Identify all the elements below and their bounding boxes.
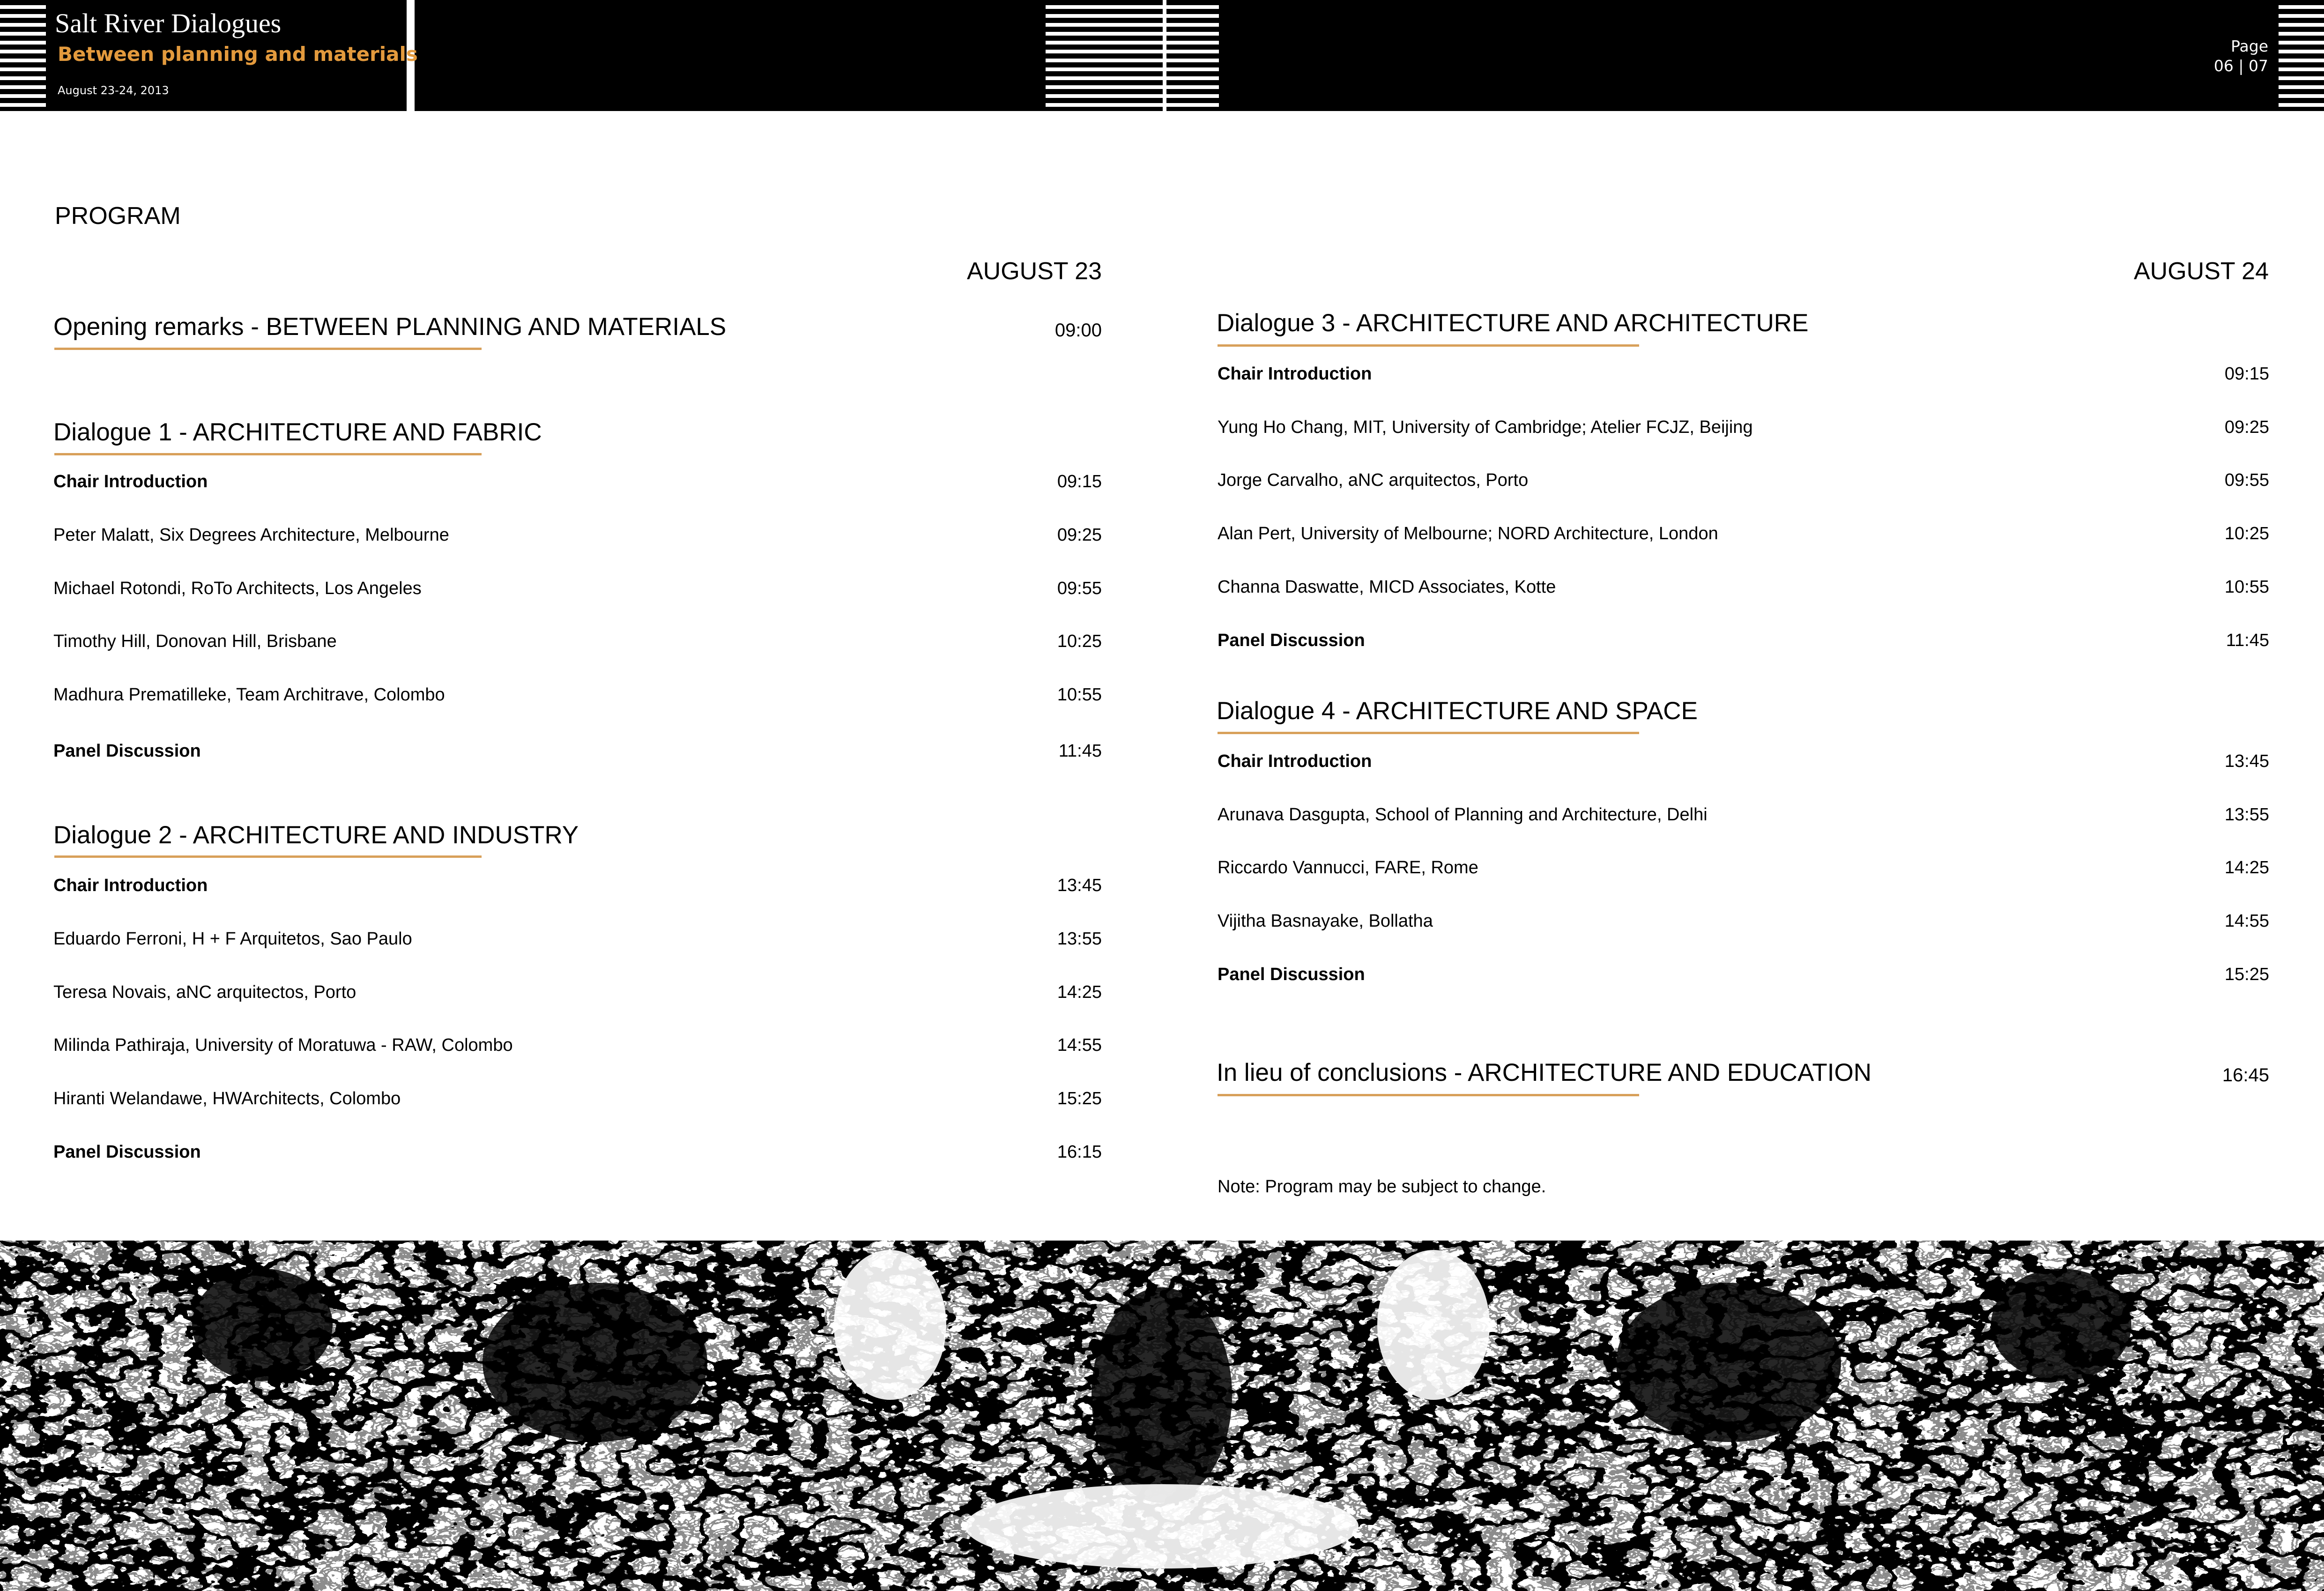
schedule-item-time: 09:15: [1057, 472, 1102, 491]
schedule-item-label: Arunava Dasgupta, School of Planning and Architecture, Delhi: [1218, 805, 1708, 825]
session-title-opening: Opening remarks - BETWEEN PLANNING AND MATERIALS: [53, 313, 727, 341]
schedule-item-time: 13:55: [2224, 805, 2269, 825]
schedule-item-label: Panel Discussion: [1218, 965, 1365, 984]
header-band: [0, 0, 2324, 111]
schedule-item-time: 09:55: [2224, 470, 2269, 490]
session-time: 09:00: [1054, 320, 1102, 341]
program-change-note: Note: Program may be subject to change.: [1218, 1177, 1546, 1197]
schedule-item-time: 09:15: [2224, 364, 2269, 384]
schedule-item-time: 13:45: [2224, 751, 2269, 771]
schedule-item-time: 15:25: [2224, 965, 2269, 984]
event-date: August 23-24, 2013: [58, 84, 169, 97]
day-heading-august-24: AUGUST 24: [2133, 258, 2269, 285]
schedule-item-time: 15:25: [1057, 1089, 1102, 1108]
schedule-item-time: 09:55: [1057, 579, 1102, 598]
schedule-item-label: Peter Malatt, Six Degrees Architecture, Melbourne: [53, 525, 449, 545]
center-divider: [1163, 0, 1166, 111]
schedule-item-label: Yung Ho Chang, MIT, University of Cambridge; Atelier FCJZ, Beijing: [1218, 417, 1753, 437]
schedule-item-label: Panel Discussion: [53, 741, 201, 761]
schedule-item-label: Riccardo Vannucci, FARE, Rome: [1218, 858, 1478, 877]
page-indicator: [2128, 37, 2268, 76]
session-underline: [1218, 732, 1639, 734]
schedule-item-time: 11:45: [1058, 741, 1102, 761]
right-stripe-decoration: [2279, 0, 2324, 111]
session-underline: [1218, 344, 1639, 347]
schedule-item-time: 14:55: [1057, 1035, 1102, 1055]
brand-subtitle: Between planning and materials: [58, 43, 418, 66]
schedule-item-time: 16:15: [1057, 1142, 1102, 1162]
abstract-ink-artwork: [0, 1241, 2324, 1591]
schedule-item-label: Chair Introduction: [53, 472, 208, 491]
schedule-item-label: Hiranti Welandawe, HWArchitects, Colombo: [53, 1089, 401, 1108]
schedule-item-label: Chair Introduction: [1218, 364, 1372, 384]
brand-title: Salt River Dialogues: [55, 8, 282, 38]
schedule-item-time: 13:55: [1057, 929, 1102, 949]
session-time: 16:45: [2222, 1065, 2269, 1085]
session-title-dialogue-2: Dialogue 2 - ARCHITECTURE AND INDUSTRY: [53, 821, 579, 849]
schedule-item-time: 10:55: [2224, 577, 2269, 597]
schedule-item-time: 13:45: [1057, 876, 1102, 895]
session-underline: [54, 348, 482, 350]
schedule-item-time: 14:25: [1057, 982, 1102, 1002]
schedule-item-label: Vijitha Basnayake, Bollatha: [1218, 911, 1433, 931]
page-number: 06 | 07: [2213, 57, 2268, 75]
schedule-item-label: Chair Introduction: [1218, 751, 1372, 771]
schedule-item-label: Madhura Prematilleke, Team Architrave, Colombo: [53, 685, 445, 705]
schedule-item-label: Channa Daswatte, MICD Associates, Kotte: [1218, 577, 1556, 597]
session-title-dialogue-3: Dialogue 3 - ARCHITECTURE AND ARCHITECTURE: [1217, 309, 1809, 337]
schedule-item-time: 10:55: [1057, 685, 1102, 705]
schedule-item-time: 14:25: [2224, 858, 2269, 877]
session-title-dialogue-4: Dialogue 4 - ARCHITECTURE AND SPACE: [1217, 697, 1698, 725]
schedule-item-label: Timothy Hill, Donovan Hill, Brisbane: [53, 632, 337, 651]
session-underline: [54, 453, 482, 455]
schedule-item-label: Eduardo Ferroni, H + F Arquitetos, Sao Paulo: [53, 929, 412, 949]
schedule-item-time: 09:25: [2224, 417, 2269, 437]
left-stripe-decoration: [0, 0, 46, 111]
session-underline: [54, 855, 482, 858]
schedule-item-time: 10:25: [1057, 632, 1102, 651]
schedule-item-time: 11:45: [2226, 631, 2269, 650]
page-label: Page: [2231, 37, 2268, 55]
schedule-item-time: 14:55: [2224, 911, 2269, 931]
schedule-item-label: Chair Introduction: [53, 876, 208, 895]
schedule-item-label: Michael Rotondi, RoTo Architects, Los Angeles: [53, 579, 422, 598]
schedule-item-label: Jorge Carvalho, aNC arquitectos, Porto: [1218, 470, 1529, 490]
session-title-dialogue-1: Dialogue 1 - ARCHITECTURE AND FABRIC: [53, 418, 542, 446]
schedule-item-time: 10:25: [2224, 524, 2269, 543]
schedule-item-label: Teresa Novais, aNC arquitectos, Porto: [53, 982, 356, 1002]
schedule-item-label: Alan Pert, University of Melbourne; NORD Architecture, London: [1218, 524, 1718, 543]
session-title-conclusions: In lieu of conclusions - ARCHITECTURE AND EDUCATION: [1217, 1059, 1871, 1086]
session-underline: [1218, 1094, 1639, 1096]
schedule-item-label: Panel Discussion: [1218, 631, 1365, 650]
center-stripe-decoration: [1046, 0, 1219, 111]
schedule-item-time: 09:25: [1057, 525, 1102, 545]
day-heading-august-23: AUGUST 23: [966, 258, 1102, 285]
schedule-item-label: Panel Discussion: [53, 1142, 201, 1162]
program-heading: PROGRAM: [55, 202, 181, 230]
schedule-item-label: Milinda Pathiraja, University of Moratuwa - RAW, Colombo: [53, 1035, 513, 1055]
